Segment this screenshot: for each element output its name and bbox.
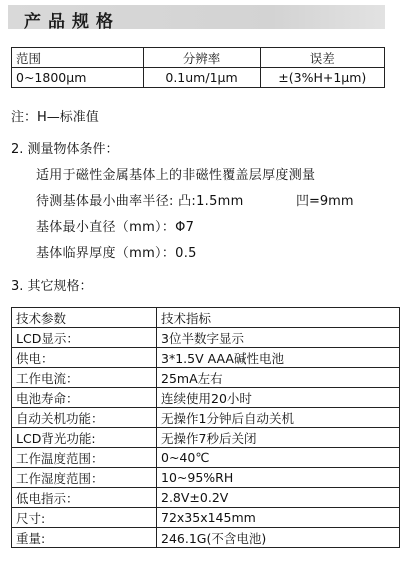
table-row — [12, 348, 400, 368]
table-row — [12, 68, 385, 88]
table-row — [12, 508, 400, 528]
spec-value: 0~40℃ — [157, 448, 400, 468]
spec-value: 246.1G(不含电池) — [157, 528, 400, 548]
spec-value: 无操作7秒后关闭 — [157, 428, 400, 448]
spec-key: 尺寸: — [12, 508, 157, 528]
table-row — [12, 448, 400, 468]
spec-key: 工作电流： — [12, 368, 157, 388]
spec-key: 技术参数 — [12, 308, 157, 328]
spec-value: 2.8V±0.2V — [157, 488, 400, 508]
spec-value: 3*1.5V AAA碱性电池 — [157, 348, 400, 368]
condition-line-2b: 凹=9mm — [296, 194, 354, 209]
error-value: ±(3%H+1μm) — [260, 68, 384, 88]
spec-key: LCD显示： — [12, 328, 157, 348]
section-banner — [8, 5, 385, 32]
table-row — [12, 528, 400, 548]
spec-value: 连续使用20小时 — [157, 388, 400, 408]
condition-line-4: 基体临界厚度（mm）：0.5 — [36, 246, 197, 261]
section-3-title: 3. 其它规格： — [11, 279, 93, 294]
spec-key: 自动关机功能： — [12, 408, 157, 428]
table-row — [12, 308, 400, 328]
table-row — [12, 408, 400, 428]
spec-key: 工作湿度范围： — [12, 468, 157, 488]
spec-key: 电池寿命： — [12, 388, 157, 408]
spec-value: 72x35x145mm — [157, 508, 400, 528]
spec-key: 低电指示： — [12, 488, 157, 508]
spec-key: LCD背光功能: — [12, 428, 157, 448]
column-header-range: 范围 — [12, 48, 144, 68]
table-row — [12, 488, 400, 508]
table-row — [12, 368, 400, 388]
column-header-resolution: 分辨率 — [143, 48, 260, 68]
table-row — [12, 328, 400, 348]
spec-value: 技术指标 — [157, 308, 400, 328]
section-2-title: 2. 测量物体条件： — [11, 142, 119, 157]
section-title: 产品规格 — [24, 12, 120, 32]
range-table — [11, 47, 385, 88]
spec-value: 无操作1分钟后自动关机 — [157, 408, 400, 428]
condition-line-2a: 待测基体最小曲率半径: 凸:1.5mm — [36, 194, 244, 209]
spec-value: 25mA左右 — [157, 368, 400, 388]
table-row — [12, 428, 400, 448]
spec-key: 工作温度范围： — [12, 448, 157, 468]
condition-line-1: 适用于磁性金属基体上的非磁性覆盖层厚度测量 — [36, 168, 316, 183]
table-row — [12, 388, 400, 408]
condition-line-3: 基体最小直径（mm）：Φ7 — [36, 220, 195, 235]
spec-value: 10~95%RH — [157, 468, 400, 488]
spec-value: 3位半数字显示 — [157, 328, 400, 348]
table-header-row — [12, 48, 385, 68]
range-value: 0~1800μm — [12, 68, 144, 88]
resolution-value: 0.1um/1μm — [143, 68, 260, 88]
specs-table — [11, 307, 400, 548]
table-row — [12, 468, 400, 488]
spec-key: 供电： — [12, 348, 157, 368]
note-text: 注：H—标准值 — [11, 110, 99, 125]
spec-key: 重量: — [12, 528, 157, 548]
column-header-error: 误差 — [260, 48, 384, 68]
